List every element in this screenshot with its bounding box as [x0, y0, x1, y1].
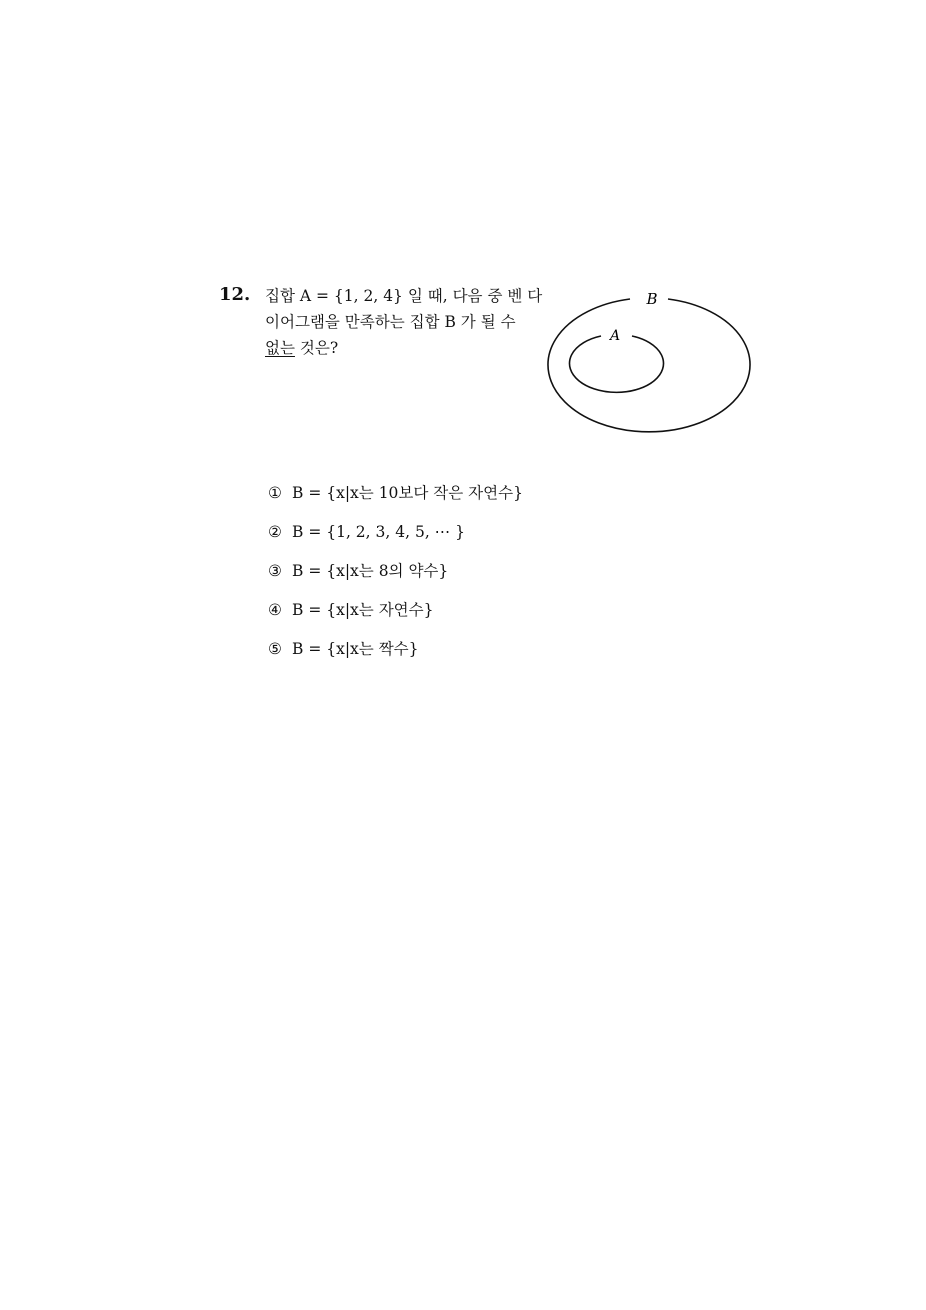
choice-5[interactable] [268, 636, 523, 675]
choice-mark: ③ [268, 562, 282, 580]
question-stem [265, 283, 543, 361]
choice-1[interactable] [268, 480, 523, 519]
stem-line-2: 이어그램을 만족하는 집합 B 가 될 수 [265, 313, 516, 331]
set-b-label: B [646, 290, 658, 308]
choice-text: B = {x|x는 짝수} [292, 640, 419, 658]
question-number: 12. [219, 284, 251, 305]
choice-text: B = {x|x는 8의 약수} [292, 562, 449, 580]
stem-line-3 [265, 335, 527, 361]
choice-3[interactable] [268, 558, 523, 597]
choice-mark: ④ [268, 601, 282, 619]
choice-2[interactable] [268, 519, 523, 558]
answer-choices [268, 480, 523, 675]
stem-line-3-rest: 것은? [294, 339, 339, 357]
choice-text: B = {1, 2, 3, 4, 5, ⋯ } [292, 523, 465, 541]
choice-mark: ② [268, 523, 282, 541]
venn-diagram [540, 285, 760, 445]
set-a-ellipse [570, 336, 664, 392]
choice-mark: ⑤ [268, 640, 282, 658]
choice-mark: ① [268, 484, 282, 502]
stem-underlined-word: 없는 [265, 339, 295, 357]
set-b-ellipse [548, 299, 750, 432]
set-a-label: A [609, 328, 621, 344]
choice-text: B = {x|x는 자연수} [292, 601, 434, 619]
choice-text: B = {x|x는 10보다 작은 자연수} [292, 484, 523, 502]
choice-4[interactable] [268, 597, 523, 636]
stem-line-1: 집합 A = {1, 2, 4} 일 때, 다음 중 벤 다 [265, 287, 543, 305]
